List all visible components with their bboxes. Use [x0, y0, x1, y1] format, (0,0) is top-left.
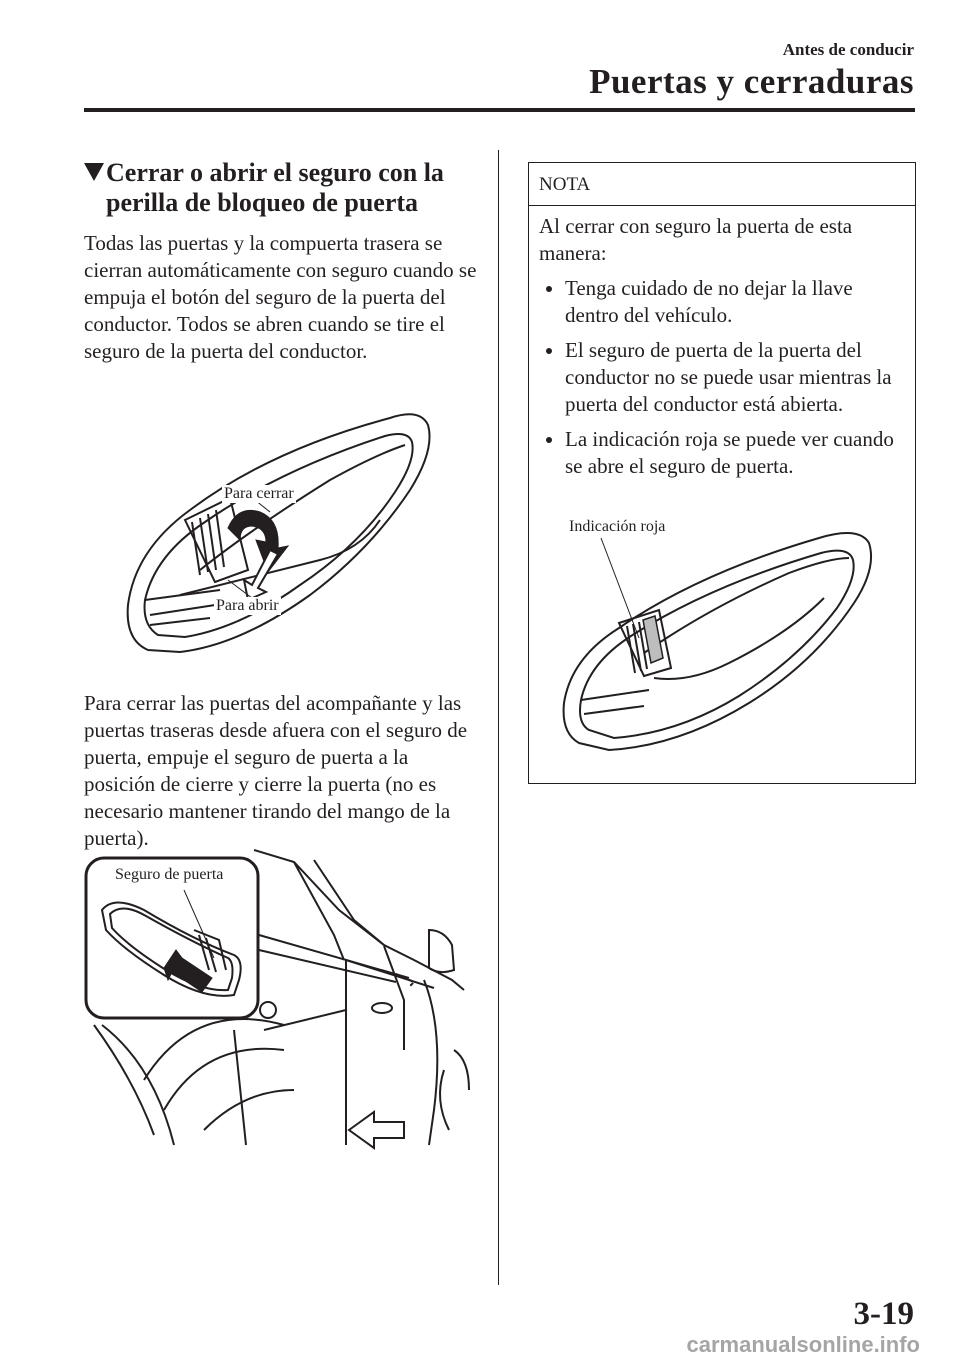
- insert-direction-arrow-icon: [349, 1112, 404, 1148]
- label-seguro-de-puerta: Seguro de puerta: [115, 866, 224, 883]
- triangle-bullet-icon: [84, 163, 104, 181]
- label-para-abrir: Para abrir: [216, 597, 279, 614]
- note-intro: Al cerrar con seguro la puerta de esta manera:: [539, 214, 853, 265]
- unlock-arrow-icon: [244, 550, 278, 600]
- red-indicator-illustration: [559, 518, 899, 768]
- column-divider: [498, 150, 499, 1285]
- note-header: [529, 163, 915, 206]
- second-paragraph: Para cerrar las puertas del acompañante y las puertas traseras desde afuera con el seguro de puerta, empuje el seguro de puerta a la posición de cierre y cierre la puerta (no es necesario mantener tirando del mango de la puerta).: [84, 691, 468, 850]
- note-body: [539, 213, 905, 480]
- door-lock-knob-illustration: [120, 400, 450, 670]
- note-bullet: [539, 337, 905, 418]
- watermark: carmanualsonline.info: [686, 1332, 920, 1357]
- note-box: [528, 162, 916, 784]
- section-heading-line1: Cerrar o abrir el seguro con la: [106, 158, 444, 187]
- red-indicator-mark-icon: [643, 616, 663, 663]
- page-title: Puertas y cerraduras: [589, 62, 914, 101]
- section-heading: [84, 158, 484, 218]
- intro-paragraph: Todas las puertas y la compuerta trasera se cierran automáticamente con seguro cuando se empuja el botón del seguro de la puerta del conductor. Todos se abren cuando se tire el seguro de la puerta del conductor.: [84, 231, 477, 363]
- page-number: 3-19: [853, 1296, 914, 1332]
- chapter-label: Antes de conducir: [782, 40, 914, 59]
- note-heading: NOTA: [539, 174, 591, 195]
- bullet-dot-icon: [546, 437, 552, 443]
- header-divider: [84, 108, 915, 112]
- note-bullet: [539, 275, 905, 329]
- bullet-dot-icon: [546, 286, 552, 292]
- note-bullet: [539, 426, 905, 480]
- bullet-dot-icon: [546, 348, 552, 354]
- label-para-cerrar: Para cerrar: [224, 485, 294, 502]
- label-indicacion-roja: Indicación roja: [569, 518, 666, 535]
- section-heading-line2: perilla de bloqueo de puerta: [106, 188, 419, 217]
- note-bullet-text: La indicación roja se puede ver cuando se abre el seguro de puerta.: [565, 427, 894, 478]
- note-bullet-text: El seguro de puerta de la puerta del conductor no se puede usar mientras la puerta del conductor está abierta.: [565, 338, 892, 416]
- note-bullet-text: Tenga cuidado de no dejar la llave dentro del vehículo.: [565, 276, 853, 327]
- car-door-lock-illustration: [84, 850, 469, 1145]
